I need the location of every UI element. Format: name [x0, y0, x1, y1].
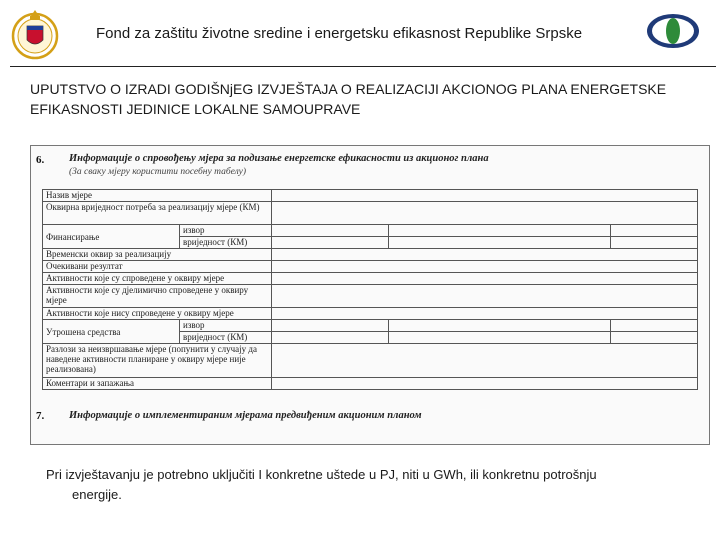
row-value	[389, 332, 611, 344]
table-row	[43, 285, 698, 308]
row-value	[389, 320, 611, 332]
section-7-title: Информације о имплементираним мјерама предвиђеним акционим планом	[69, 410, 422, 421]
table-row	[43, 190, 698, 202]
row-value	[272, 273, 698, 285]
row-label: Утрошена средства	[43, 320, 180, 344]
row-value	[272, 190, 698, 202]
table-row	[43, 249, 698, 261]
header-title: Fond za zaštitu životne sredine i energetsku efikasnost Republike Srpske	[96, 25, 583, 42]
row-value	[389, 237, 611, 249]
table-row	[43, 378, 698, 390]
section-6-subtitle: (За сваку мјеру користити посебну табелу)	[69, 167, 246, 177]
footer-note	[46, 465, 686, 505]
row-sublabel: вриједност (КМ)	[180, 237, 272, 249]
row-value	[272, 320, 389, 332]
row-value	[272, 202, 698, 225]
document-heading: UPUTSTVO O IZRADI GODIŠNjEG IZVJEŠTAJA O REALIZACIJI AKCIONOG PLANA ENERGETSKE EFIKASNOSTI JEDINICE LOKALNE SAMOUPRAVE	[30, 81, 667, 117]
section-7-number: 7.	[36, 410, 45, 422]
row-label: Временски оквир за реализацију	[43, 249, 272, 261]
row-label: Оквирна вриједност потреба за реализацију мјере (КМ)	[43, 202, 272, 225]
row-value	[272, 249, 698, 261]
table-row	[43, 273, 698, 285]
fund-logo	[645, 12, 701, 50]
table-row	[43, 344, 698, 378]
coat-of-arms-logo	[10, 6, 60, 62]
row-label: Активности које су спроведене у оквиру мјере	[43, 273, 272, 285]
row-value	[272, 344, 698, 378]
row-label: Разлози за неизвршавање мјере (попунити у случају да наведене активности планиране у оквиру мјере није реализована)	[43, 344, 272, 378]
row-sublabel: извор	[180, 320, 272, 332]
row-value	[272, 378, 698, 390]
table-row	[43, 261, 698, 273]
row-value	[611, 225, 698, 237]
row-value	[611, 237, 698, 249]
row-value	[389, 225, 611, 237]
footer-note-line-2: energije.	[72, 487, 122, 502]
row-label: Коментари и запажања	[43, 378, 272, 390]
row-label: Очекивани резултат	[43, 261, 272, 273]
row-value	[611, 332, 698, 344]
table-row	[43, 225, 698, 237]
table-row	[43, 308, 698, 320]
row-sublabel: вриједност (КМ)	[180, 332, 272, 344]
row-sublabel: извор	[180, 225, 272, 237]
row-value	[611, 320, 698, 332]
table-row	[43, 320, 698, 332]
form-scan	[30, 145, 710, 445]
row-value	[272, 332, 389, 344]
row-label: Активности које нису спроведене у оквиру мјере	[43, 308, 272, 320]
row-value	[272, 285, 698, 308]
row-label: Активности које су дјелимично спроведене у оквиру мјере	[43, 285, 272, 308]
header-divider	[10, 66, 716, 67]
row-label: Назив мјере	[43, 190, 272, 202]
section-6-title: Информације о спровођењу мјера за подизање енергетске ефикасности из акционог плана	[69, 153, 489, 164]
row-value	[272, 225, 389, 237]
footer-note-line-1: Pri izvještavanju je potrebno uključiti I konkretne uštede u PJ, niti u GWh, ili konkretnu potrošnju	[46, 467, 597, 482]
row-value	[272, 308, 698, 320]
table-row	[43, 202, 698, 225]
row-label: Финансирање	[43, 225, 180, 249]
section-6-number: 6.	[36, 154, 45, 166]
row-value	[272, 237, 389, 249]
measure-table	[42, 189, 698, 390]
row-value	[272, 261, 698, 273]
